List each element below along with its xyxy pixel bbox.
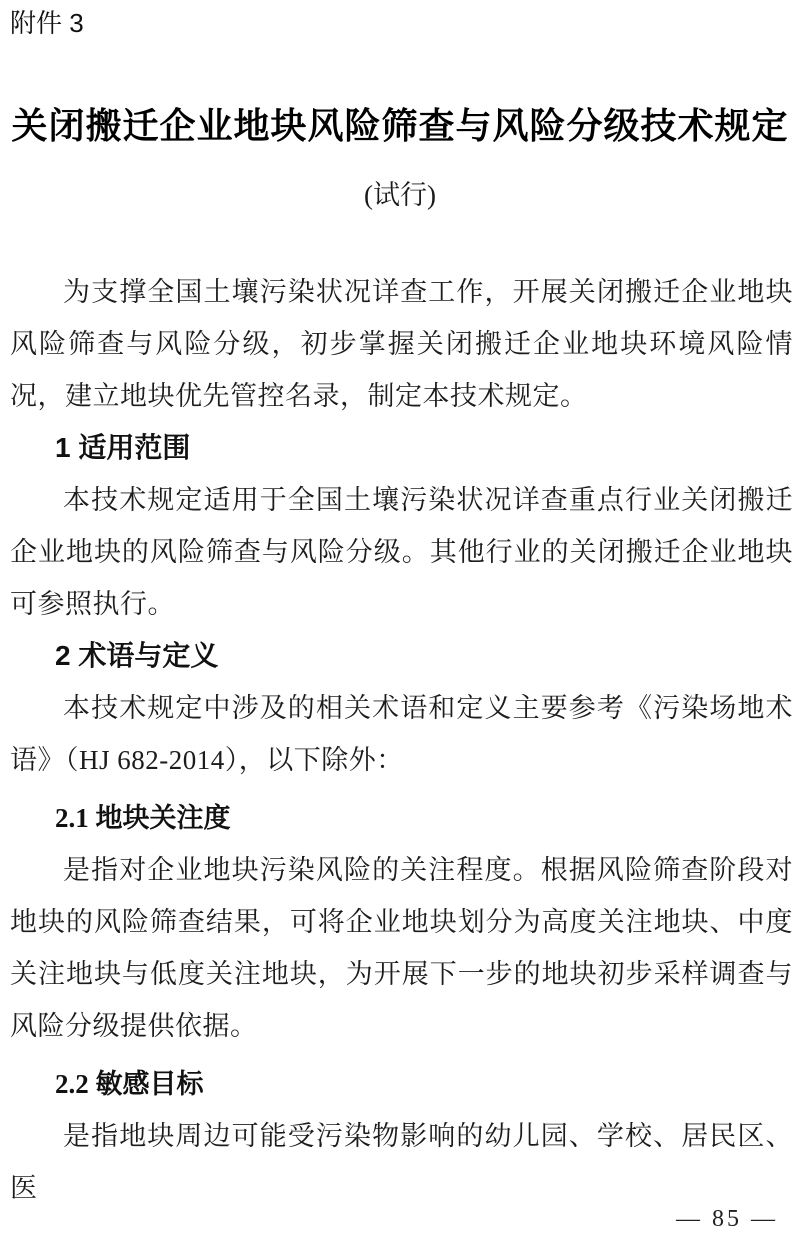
section-heading: 1 适用范围	[55, 432, 191, 463]
document-title: 关闭搬迁企业地块风险筛查与风险分级技术规定	[11, 105, 789, 146]
document-body	[0, 266, 800, 1214]
attachment-label: 附件 3	[10, 8, 84, 38]
body-paragraph: 本技术规定中涉及的相关术语和定义主要参考《污染场地术语》（HJ 682-2014），以下除外：	[10, 693, 793, 775]
body-paragraph: 为支撑全国土壤污染状况详查工作，开展关闭搬迁企业地块风险筛查与风险分级，初步掌握关闭搬迁企业地块环境风险情况，建立地块优先管控名录，制定本技术规定。	[10, 277, 793, 411]
body-paragraph: 是指地块周边可能受污染物影响的幼儿园、学校、居民区、医	[10, 1121, 793, 1203]
section-heading: 2.2 敏感目标	[55, 1069, 204, 1099]
page-footer	[676, 1206, 778, 1233]
body-paragraph: 是指对企业地块污染风险的关注程度。根据风险筛查阶段对地块的风险筛查结果，可将企业地块划分为高度关注地块、中度关注地块与低度关注地块，为开展下一步的地块初步采样调查与风险分级提供依据。	[10, 855, 793, 1041]
section-heading: 2 术语与定义	[55, 640, 219, 671]
body-paragraph: 本技术规定适用于全国土壤污染状况详查重点行业关闭搬迁企业地块的风险筛查与风险分级。其他行业的关闭搬迁企业地块可参照执行。	[10, 485, 793, 619]
document-subtitle: (试行)	[364, 180, 436, 210]
page-number: — 85 —	[676, 1206, 778, 1232]
section-heading: 2.1 地块关注度	[55, 803, 231, 833]
